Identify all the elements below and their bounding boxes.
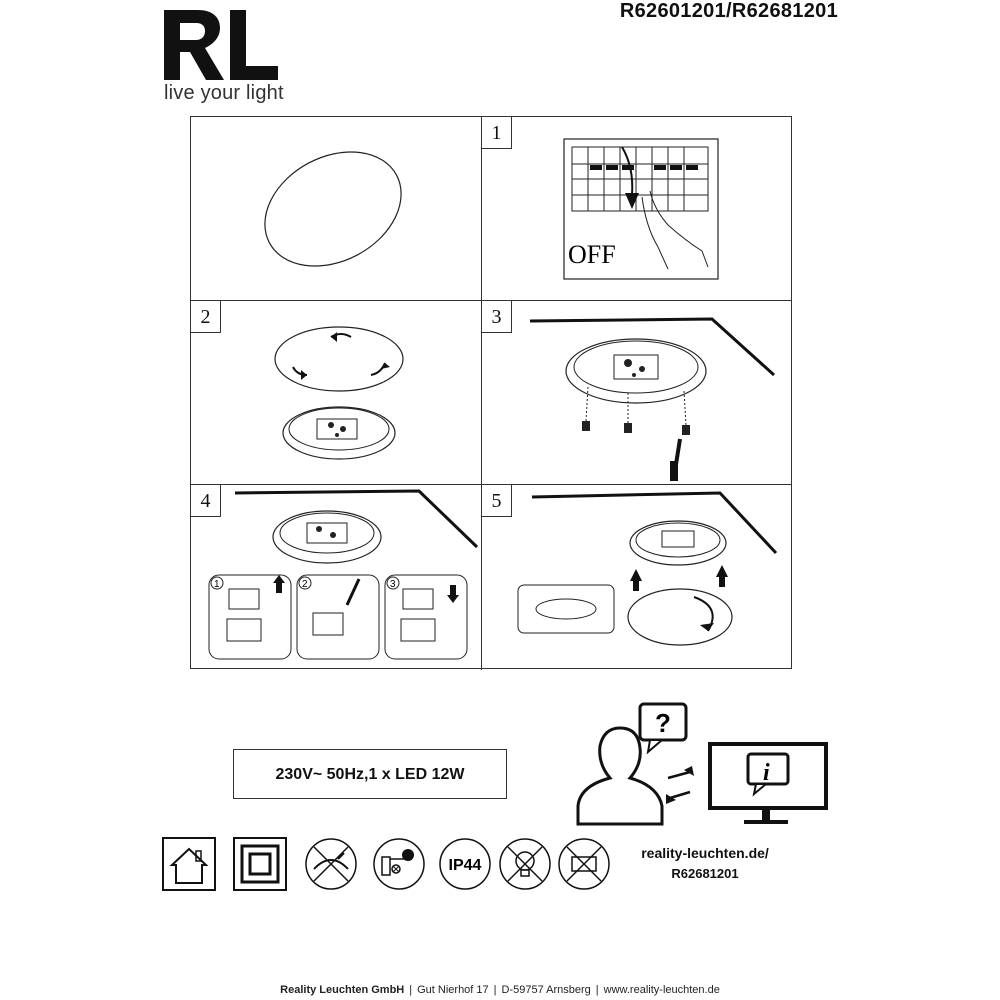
panel-step-2 — [191, 301, 482, 485]
panel-step-4 — [191, 485, 482, 670]
circuit-breaker-illustration — [482, 117, 791, 300]
step-number: 2 — [191, 301, 221, 333]
mounting-distance-icon — [372, 837, 426, 896]
led-not-replaceable-icon — [498, 837, 552, 896]
brand-tagline: live your light — [164, 82, 284, 104]
attach-cover-illustration — [482, 485, 791, 669]
no-dimmer-icon — [304, 837, 358, 896]
step-number: 1 — [482, 117, 512, 149]
help-illustration — [570, 700, 840, 830]
off-label: OFF — [568, 240, 616, 269]
footer-web[interactable]: www.reality-leuchten.de — [603, 984, 720, 996]
step-number: 5 — [482, 485, 512, 517]
remove-cover-illustration — [191, 301, 481, 484]
house-icon — [162, 837, 216, 896]
monitor-icon — [710, 744, 826, 824]
panel-product-overview — [191, 117, 482, 301]
model-number: R62601201/R62681201 — [619, 0, 838, 22]
sub-step-1: 1 — [214, 579, 220, 590]
footer-city: D-59757 Arnsberg — [501, 984, 591, 996]
website-link[interactable]: reality-leuchten.de/ — [641, 845, 769, 861]
driver-not-replaceable-icon — [557, 837, 611, 896]
sub-step-3: 3 — [390, 579, 396, 590]
question-bubble-icon — [640, 704, 686, 752]
footer-address: Gut Nierhof 17 — [417, 984, 489, 996]
panel-step-5 — [482, 485, 792, 670]
panel-step-1 — [482, 117, 792, 301]
panel-step-3 — [482, 301, 792, 485]
footer: Reality Leuchten GmbH | Gut Nierhof 17 | D-59757 Arnsberg | www.reality-leuchten.de — [280, 984, 720, 996]
info-letter: i — [763, 760, 770, 786]
lamp-illustration — [191, 117, 481, 300]
sub-step-2: 2 — [302, 579, 308, 590]
wiring-illustration — [191, 485, 481, 669]
question-mark: ? — [655, 708, 671, 738]
step-number: 3 — [482, 301, 512, 333]
ip44-icon — [438, 837, 492, 896]
step-number: 4 — [191, 485, 221, 517]
electrical-spec: 230V~ 50Hz,1 x LED 12W — [233, 749, 507, 799]
exchange-arrows-icon — [666, 766, 694, 804]
website-product-code: R62681201 — [671, 866, 739, 881]
instruction-grid — [190, 116, 792, 669]
footer-company: Reality Leuchten GmbH — [280, 984, 405, 996]
ip-rating: IP44 — [448, 857, 482, 874]
double-insulation-icon — [233, 837, 287, 896]
mount-base-illustration — [482, 301, 791, 484]
